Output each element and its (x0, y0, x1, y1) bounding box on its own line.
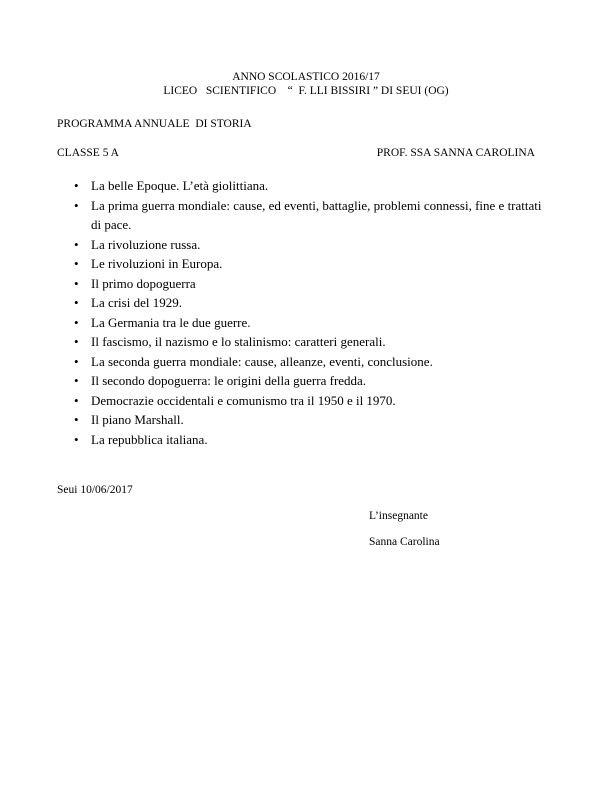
bullet-icon: • (74, 334, 79, 349)
bullet-icon: • (74, 431, 79, 447)
topic-text: La repubblica italiana. (91, 431, 208, 447)
topic-text: Il fascismo, il nazismo e lo stalinismo: caratteri generali. (91, 334, 386, 349)
list-item (57, 274, 542, 294)
topic-text: Democrazie occidentali e comunismo tra il 1950 e il 1970. (91, 392, 396, 408)
signature-role: L’insegnante (369, 510, 428, 522)
list-item (57, 254, 542, 274)
class-label: CLASSE 5 A (57, 147, 119, 159)
topic-text: Il primo dopoguerra (91, 275, 196, 291)
list-item (57, 332, 542, 352)
bullet-icon: • (74, 392, 79, 408)
bullet-icon: • (74, 275, 79, 291)
bullet-icon: • (74, 236, 79, 252)
list-item (57, 410, 542, 430)
school-name: LICEO SCIENTIFICO “ F. LLI BISSIRI ” DI SEUI (OG) (163, 85, 449, 97)
bullet-icon: • (74, 295, 79, 310)
list-item (57, 313, 542, 333)
list-item (57, 293, 542, 313)
bullet-icon: • (74, 314, 79, 330)
topic-text: Le rivoluzioni in Europa. (91, 256, 223, 271)
topics-list (57, 176, 542, 449)
bullet-icon: • (74, 373, 79, 388)
topic-text: Il secondo dopoguerra: le origini della guerra fredda. (91, 373, 367, 388)
topic-text: La rivoluzione russa. (91, 236, 201, 252)
topic-text: La crisi del 1929. (91, 295, 182, 310)
place-date: Seui 10/06/2017 (57, 484, 133, 496)
signature-name: Sanna Carolina (369, 536, 440, 548)
list-item (57, 196, 542, 235)
topic-text: La prima guerra mondiale: cause, ed eventi, battaglie, problemi connessi, fine e trattati di pace. (91, 197, 542, 232)
list-item (57, 391, 542, 411)
bullet-icon: • (74, 178, 79, 193)
topic-text: La belle Epoque. L’età giolittiana. (91, 178, 269, 193)
list-item (57, 235, 542, 255)
list-item (57, 176, 542, 196)
school-year: ANNO SCOLASTICO 2016/17 (232, 71, 380, 83)
bullet-icon: • (74, 256, 79, 271)
topic-text: Il piano Marshall. (91, 412, 184, 427)
document-header (0, 70, 612, 98)
topic-text: La Germania tra le due guerre. (91, 314, 251, 330)
bullet-icon: • (74, 412, 79, 427)
list-item (57, 371, 542, 391)
teacher-label: PROF. SSA SANNA CAROLINA (376, 147, 535, 159)
bullet-icon: • (74, 197, 79, 213)
topic-text: La seconda guerra mondiale: cause, alleanze, eventi, conclusione. (91, 353, 433, 369)
program-title: PROGRAMMA ANNUALE DI STORIA (57, 118, 252, 130)
list-item (57, 430, 542, 450)
list-item (57, 352, 542, 372)
bullet-icon: • (74, 353, 79, 369)
